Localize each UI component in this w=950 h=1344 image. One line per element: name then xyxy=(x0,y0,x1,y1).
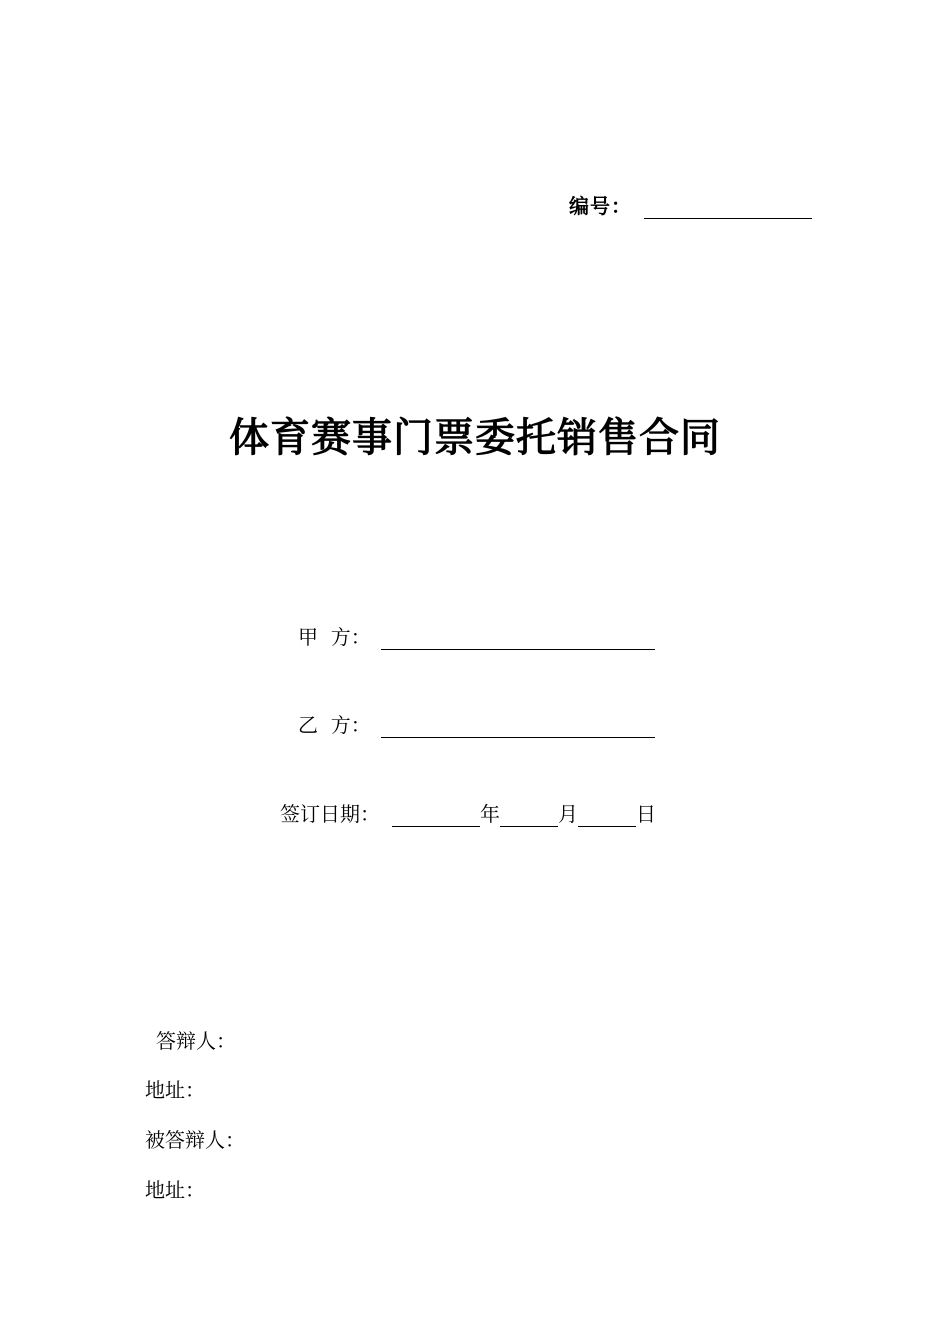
party-b-row xyxy=(298,708,655,738)
signing-year-blank xyxy=(392,802,480,827)
respondent-label: 答辩人： xyxy=(156,1029,236,1053)
signing-day-blank xyxy=(578,802,636,827)
defendant-label: 被答辩人： xyxy=(145,1128,245,1152)
signing-month-label: 月 xyxy=(558,802,578,826)
party-a-blank xyxy=(381,625,655,650)
contract-number-blank xyxy=(644,194,812,219)
party-a-row xyxy=(298,620,655,650)
document-title: 体育赛事门票委托销售合同 xyxy=(229,415,721,461)
signing-date-row xyxy=(280,797,656,827)
signing-year-label: 年 xyxy=(480,802,500,826)
signing-month-blank xyxy=(500,802,558,827)
contract-number-label: 编号： xyxy=(569,194,632,218)
contract-number-row xyxy=(569,189,812,219)
defendant-address-label: 地址： xyxy=(145,1178,205,1202)
party-a-label: 甲 方： xyxy=(298,625,371,649)
party-b-blank xyxy=(381,713,655,738)
signing-day-label: 日 xyxy=(636,802,656,826)
party-b-label: 乙 方： xyxy=(298,713,371,737)
respondent-address-label: 地址： xyxy=(145,1078,205,1102)
signing-date-label: 签订日期： xyxy=(280,802,380,826)
